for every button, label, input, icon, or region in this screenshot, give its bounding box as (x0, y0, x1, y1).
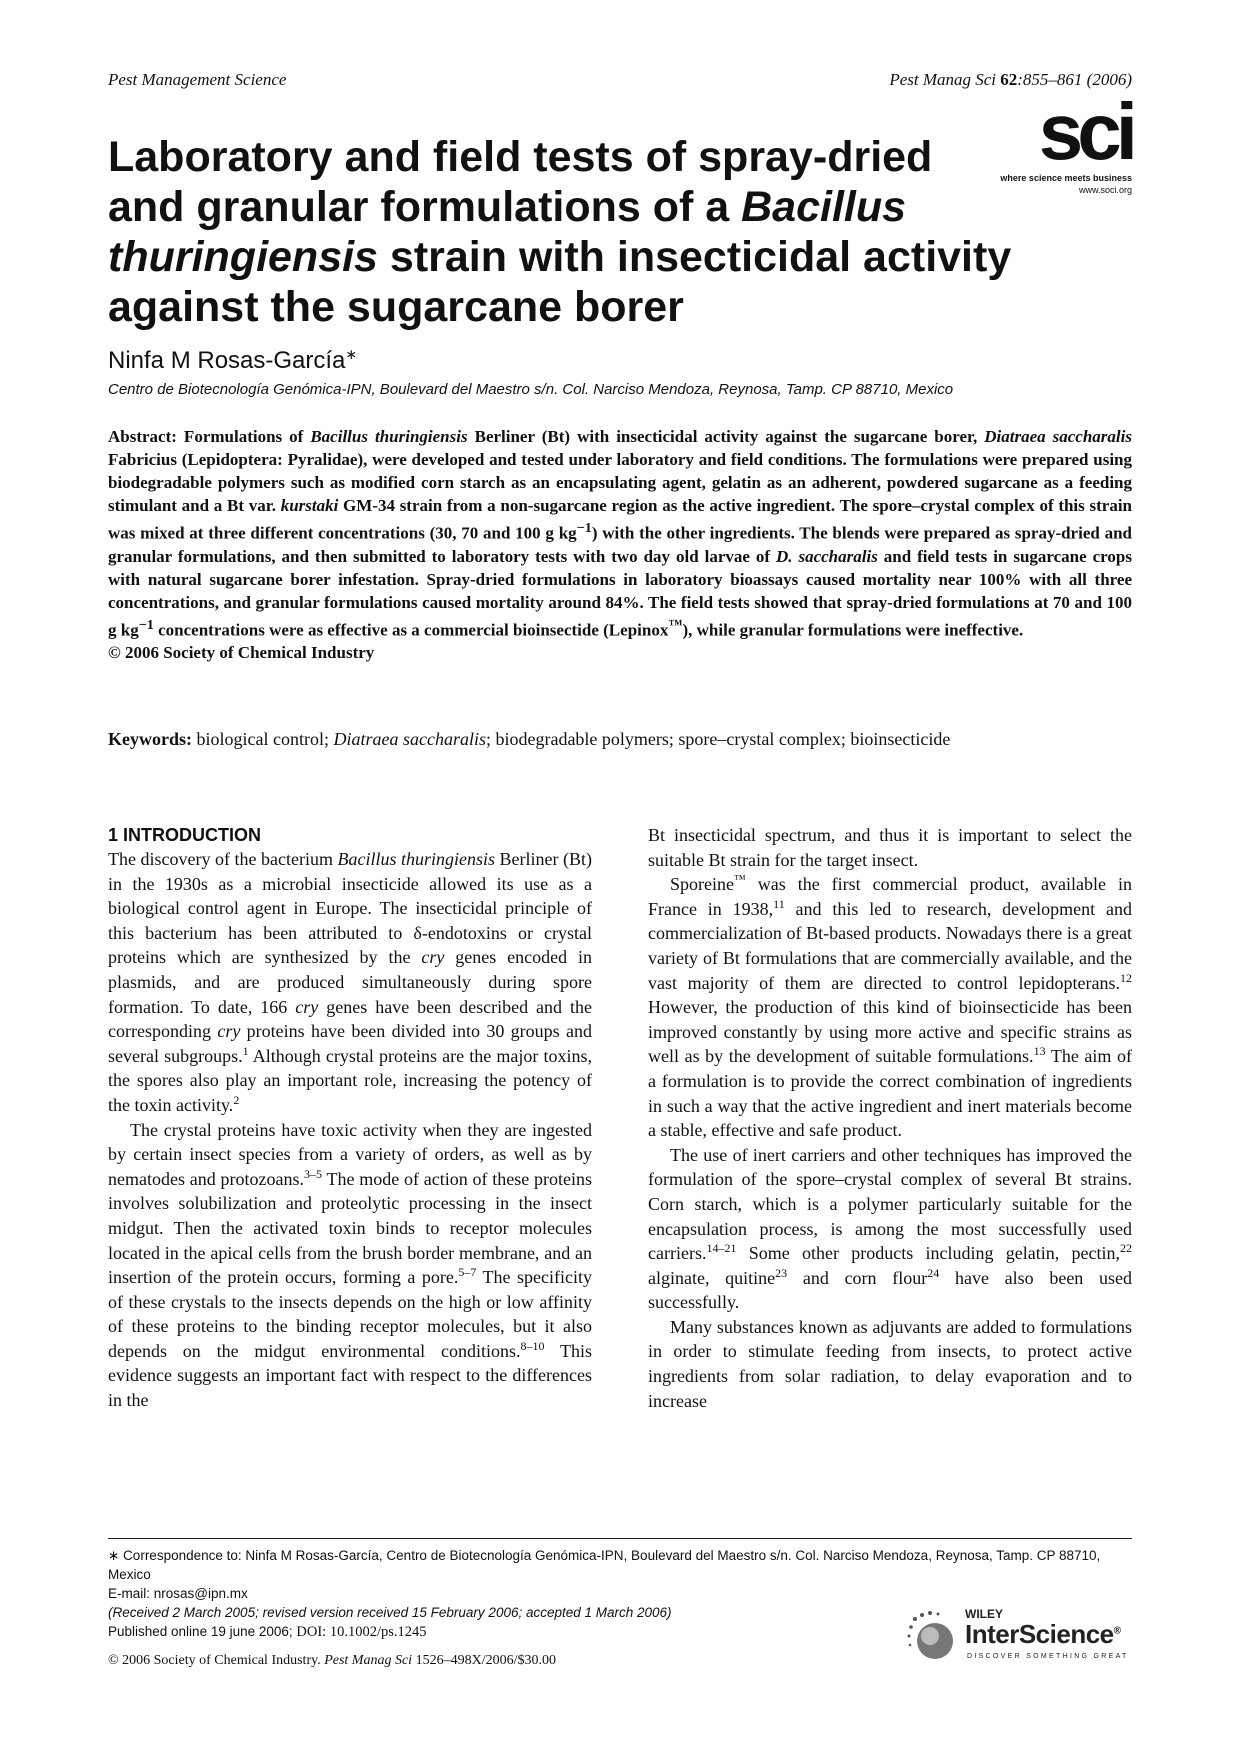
keywords: Keywords: biological control; Diatraea saccharalis; biodegradable polymers; spore–crystal complex; bioinsecticide (108, 729, 951, 749)
column-left (108, 823, 592, 1413)
received-dates: (Received 2 March 2005; revised version received 15 February 2006; accepted 1 March 2006) (108, 1605, 672, 1620)
author-affiliation: Centro de Biotecnología Genómica-IPN, Boulevard del Maestro s/n. Col. Narciso Mendoza, Reynosa, Tamp. CP 88710, Mexico (108, 381, 954, 398)
globe-icon (907, 1609, 961, 1667)
wiley-slogan: DISCOVER SOMETHING GREAT (967, 1653, 1129, 1660)
doi-link[interactable]: DOI: 10.1002/ps.1245 (296, 1624, 427, 1640)
reference-link[interactable]: 8–10 (520, 1338, 545, 1353)
reference-link[interactable]: 11 (773, 896, 785, 911)
reference-link[interactable]: 23 (775, 1265, 788, 1280)
reference-link[interactable]: 2 (233, 1092, 240, 1107)
reference-link[interactable]: 13 (1033, 1044, 1046, 1059)
column-right (648, 823, 1132, 1413)
correspondence-note: ∗ Correspondence to: Ninfa M Rosas-García, Centro de Biotecnología Genómica-IPN, Boulevard del Maestro s/n. Col. Narciso Mendoza, Reynosa, Tamp. CP 88710, Mexico (108, 1548, 1101, 1582)
interscience-wordmark: InterScience® (965, 1619, 1121, 1649)
journal-name: Pest Management Science (108, 70, 287, 89)
section-heading-introduction: 1 INTRODUCTION (108, 825, 261, 845)
wiley-wordmark: WILEY (965, 1607, 1003, 1621)
reference-link[interactable]: 22 (1120, 1241, 1132, 1256)
footnote-divider (108, 1538, 1132, 1539)
reference-link[interactable]: 5–7 (458, 1265, 477, 1280)
citation: Pest Manag Sci 62:855–861 (2006) (889, 70, 1132, 89)
reference-link[interactable]: 14–21 (706, 1241, 737, 1256)
reference-link[interactable]: 24 (927, 1265, 940, 1280)
publication-info: Published online 19 june 2006; DOI: 10.1002/ps.1245 (108, 1624, 427, 1640)
paper-page (108, 0, 1132, 1755)
email-link[interactable]: E-mail: nrosas@ipn.mx (108, 1586, 248, 1601)
abstract-copyright: © 2006 Society of Chemical Industry (108, 643, 375, 663)
paragraph: Many substances known as adjuvants are added to formulations in order to stimulate feeding from insects, to protect active ingredients from solar radiation, to delay evaporation and to increase (648, 1316, 1132, 1411)
paragraph: The crystal proteins have toxic activity when they are ingested by certain insect species from a variety of orders, as well as by nematodes and protozoans.$^{3-5}$ The mode of action of these proteins involves solubilization and proteolytic processing in the insect midgut. Then the activated toxin binds to receptor molecules located in the apical cells from the brush border membrane, and an insertion of the protein occurs, forming a pore.$^{5-7}$ The specificity of these crystals to the insects depends on the high or low affinity of these proteins to the binding receptor molecules, but it also depends on the midgut environmental conditions.$^{8-10}$ This evidence suggests an important fact with respect to the differences in the (108, 1119, 593, 1411)
paragraph: Bt insecticidal spectrum, and thus it is important to select the suitable Bt strain for the target insect. (648, 825, 1132, 870)
abstract: Abstract: Formulations of Bacillus thuringiensis Berliner (Bt) with insecticidal activity against the sugarcane borer, Diatraea saccharalis Fabricius (Lepidoptera: Pyralidae), were developed and tested under laboratory and field conditions. The formulations were prepared using biodegradable polymers such as modified corn starch as an encapsulating agent, gelatin as an adherent, powdered sugarcane as a feeding stimulant and a Bt var. kurstaki GM-34 strain from a non-sugarcane region as the active ingredient. The spore–crystal complex of this strain was mixed at three different concentrations (30, 70 and 100 g $kg^{-1}$) with the other ingredients. The blends were prepared as spray-dried and granular formulations, and then submitted to laboratory tests with two day old larvae of D. saccharalis and field tests in sugarcane crops with natural sugarcane borer infestation. Spray-dried formulations in laboratory bioassays caused mortality near 100% with all three concentrations, and granular formulations caused mortality around 84%. The field tests showed that spray-dried formulations at 70 and 100 g $kg^{-1}$ concentrations were as effective as a commercial bioinsectide (Lepinox™), while granular formulations were ineffective. © 2006 Society of Chemical Industry (108, 427, 1132, 663)
running-head (108, 70, 1132, 90)
sci-logo-url: www.soci.org (1078, 185, 1132, 195)
reference-link[interactable]: 3–5 (304, 1166, 322, 1181)
reference-link[interactable]: 1 (242, 1043, 249, 1058)
paragraph: Sporeine™ was the first commercial product, available in France in 1938,11 and this led to research, development and commercialization of Bt-based products. Nowadays there is a great variety of Bt formulations that are commercially available, and the vast majority of them are directed to control lepidopterans.$^{12}$ However, the production of this kind of bioinsecticide has been improved constantly by using more active and specific strains as well as by the development of suitable formulations.$^{13}$ The aim of a formulation is to provide the correct combination of ingredients in such a way that the active ingredient and inert materials become a stable, effective and safe product. (648, 872, 1132, 1141)
article-title: Laboratory and field tests of spray-dried and granular formulations of a Bacillus thuringiensis strain with insecticidal activity against the sugarcane borer (108, 133, 1012, 331)
reference-link[interactable]: 12 (1120, 970, 1132, 985)
wiley-interscience-logo (907, 1605, 1132, 1671)
author-name: Ninfa M Rosas-García∗ (108, 346, 358, 374)
copyright-line: © 2006 Society of Chemical Industry. Pest Manag Sci 1526–498X/2006/$30.00 (108, 1653, 556, 1668)
sci-logo-tagline: where science meets business (1000, 173, 1132, 183)
sci-logo-mark: sci (1038, 87, 1132, 176)
paragraph: The discovery of the bacterium Bacillus thuringiensis Berliner (Bt) in the 1930s as a microbial insecticide allowed its use as a biological control agent in Europe. The insecticidal principle of this bacterium has been attributed to δ-endotoxins or crystal proteins which are synthesized by the cry genes encoded in plasmids, and are produced simultaneously during spore formation. To date, 166 cry genes have been described and the corresponding cry proteins have been divided into 30 groups and several subgroups.$^1$ Although crystal proteins are the major toxins, the spores also play an important role, increasing the potency of the toxin activity.$^2$ (108, 849, 593, 1115)
paragraph: The use of inert carriers and other techniques has improved the formulation of the spore–crystal complex of several Bt strains. Corn starch, which is a polymer particularly suitable for the encapsulation process, is among the most successfully used carriers.$^{14-21}$ Some other products including gelatin, pectin,$^{22}$ alginate, quitine$^{23}$ and corn flour$^{24}$ have also been used successfully. (648, 1144, 1133, 1313)
